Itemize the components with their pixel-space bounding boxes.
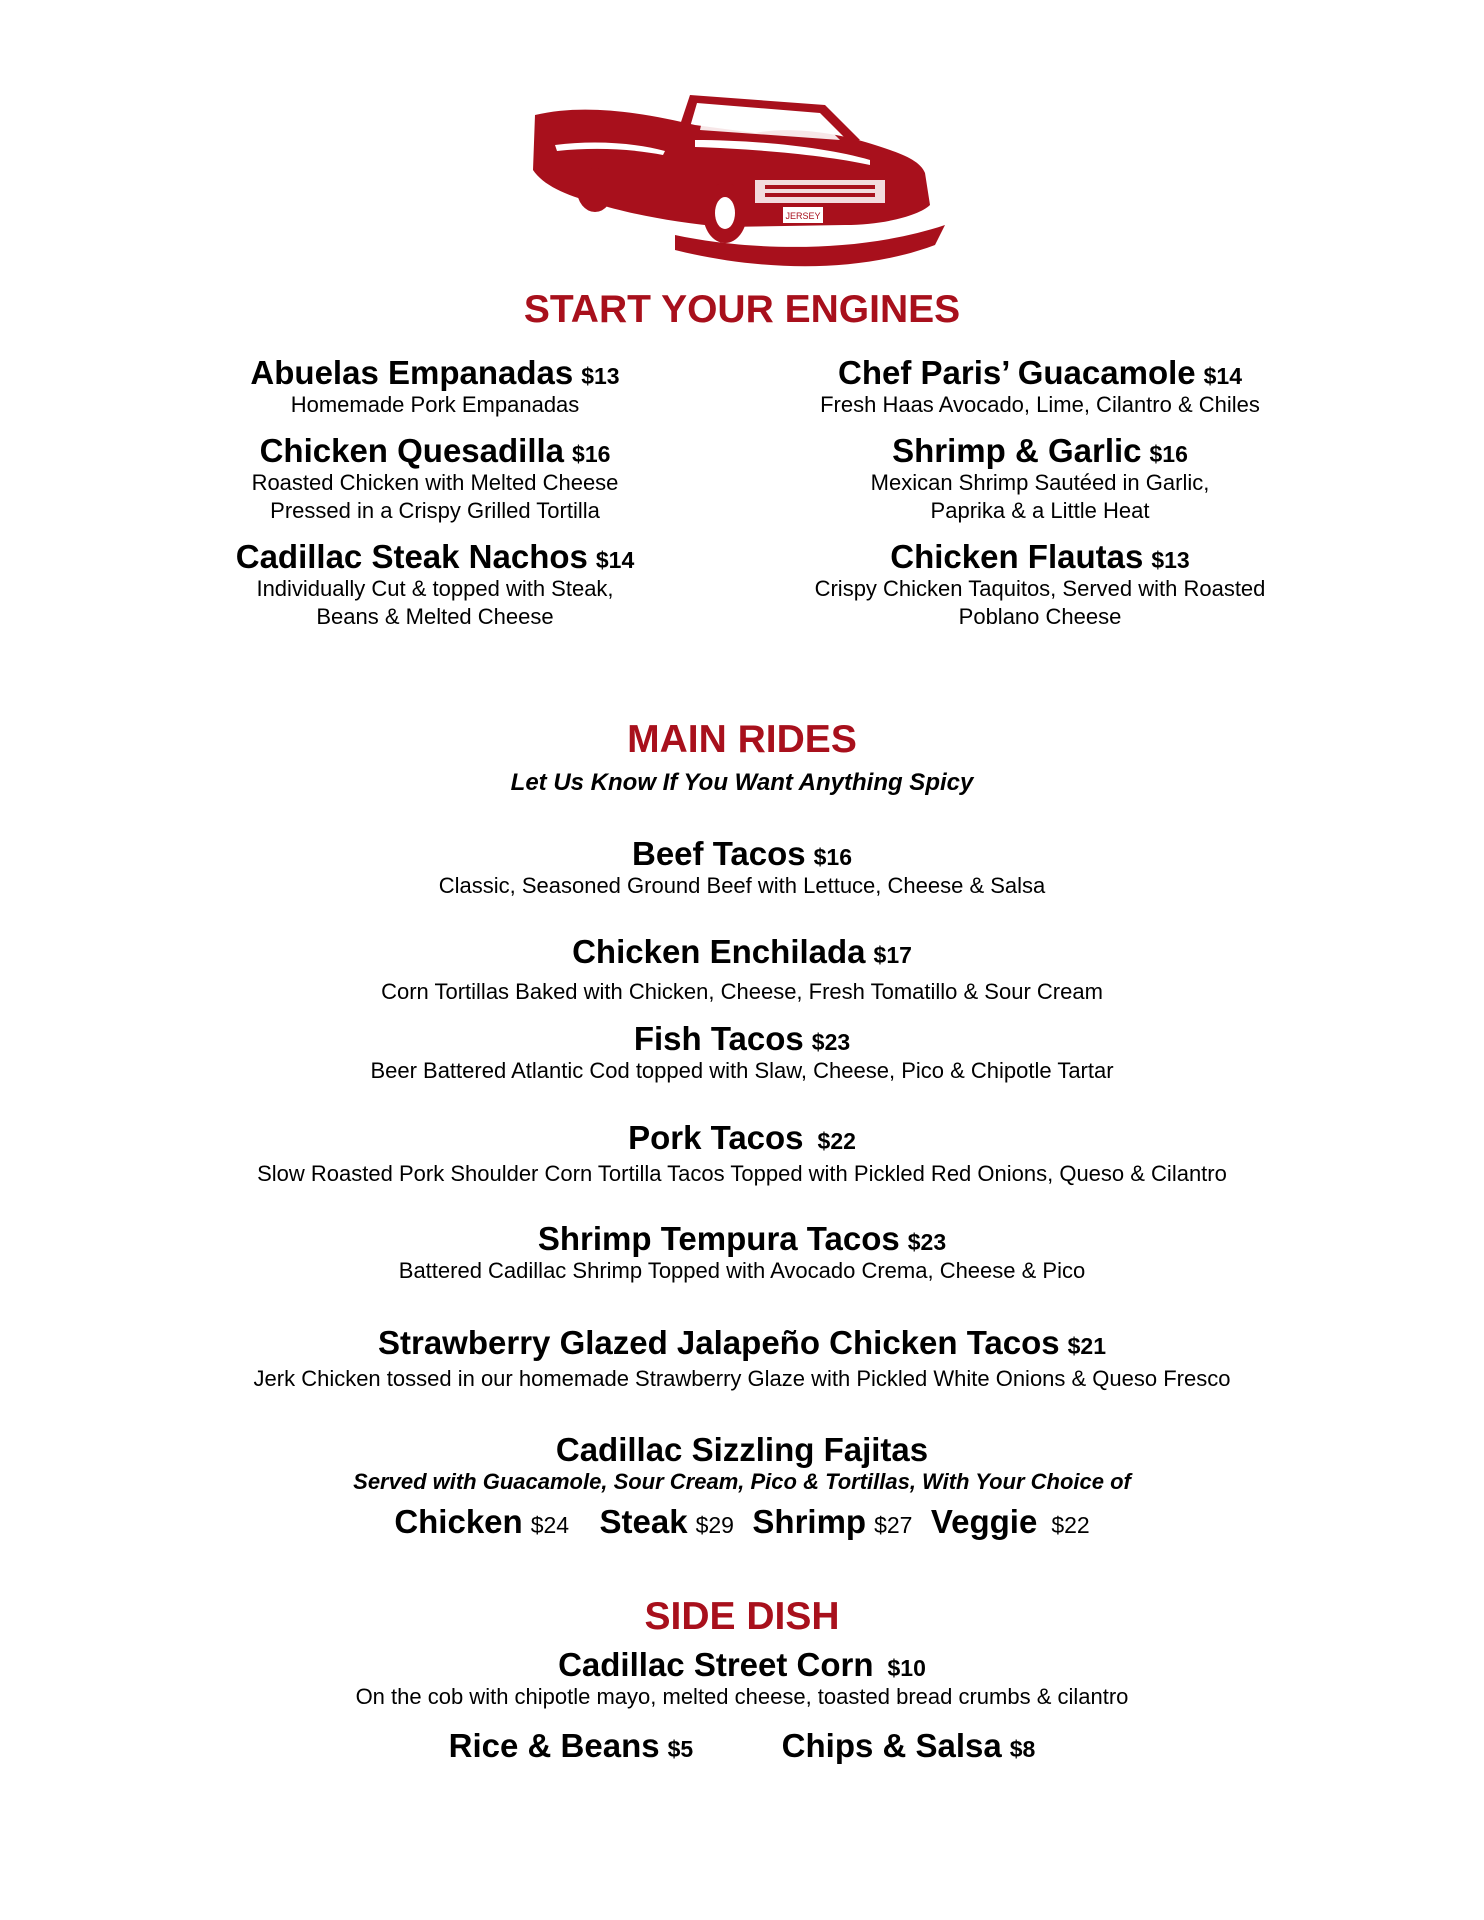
option-price: $27 [874, 1512, 913, 1538]
item-desc: Corn Tortillas Baked with Chicken, Cheese, Fresh Tomatillo & Sour Cream [381, 979, 1103, 1004]
option-name: Chicken [394, 1503, 523, 1540]
item-name: Cadillac Sizzling Fajitas [555, 1431, 929, 1468]
item-desc: Classic, Seasoned Ground Beef with Lettuce, Cheese & Salsa [438, 873, 1046, 898]
menu-item [0, 934, 1484, 1006]
item-name: Beef Tacos [632, 835, 806, 872]
option-name: Shrimp [752, 1503, 867, 1540]
item-desc: Mexican Shrimp Sautéed in Garlic, [870, 470, 1210, 495]
item-price: $10 [887, 1655, 926, 1681]
item-desc: Battered Cadillac Shrimp Topped with Avocado Crema, Cheese & Pico [398, 1258, 1086, 1283]
item-price: $21 [1067, 1333, 1106, 1359]
section-title-starters: START YOUR ENGINES [523, 288, 961, 331]
item-desc: Homemade Pork Empanadas [290, 392, 580, 417]
menu-item [0, 1120, 1484, 1188]
item-price: $13 [581, 363, 620, 389]
item-name: Chips & Salsa [781, 1727, 1002, 1764]
item-name: Pork Tacos [628, 1119, 804, 1156]
plate-text: JERSEY [785, 211, 821, 221]
item-price: $14 [1203, 363, 1243, 389]
item-name: Chef Paris’ Guacamole [837, 354, 1196, 391]
item-name: Shrimp & Garlic [892, 432, 1142, 469]
menu-item [770, 433, 1310, 525]
section-title-sides: SIDE DISH [644, 1595, 840, 1638]
menu-item [200, 433, 670, 525]
item-price: $8 [1009, 1736, 1036, 1762]
item-name: Fish Tacos [633, 1020, 804, 1057]
item-desc: Poblano Cheese [958, 604, 1122, 629]
option-name: Steak [599, 1503, 688, 1540]
item-name: Cadillac Street Corn [558, 1646, 874, 1683]
item-desc: Beer Battered Atlantic Cod topped with Slaw, Cheese, Pico & Chipotle Tartar [370, 1058, 1114, 1083]
menu-item [0, 836, 1484, 900]
item-desc: Individually Cut & topped with Steak, [256, 576, 614, 601]
option-price: $29 [695, 1512, 734, 1538]
item-price: $17 [873, 942, 912, 968]
option-price: $24 [530, 1512, 570, 1538]
section-title-mains: MAIN RIDES [627, 718, 857, 761]
item-price: $5 [667, 1736, 694, 1762]
menu-item [200, 355, 670, 419]
item-desc: Paprika & a Little Heat [930, 498, 1150, 523]
item-desc: Roasted Chicken with Melted Cheese [251, 470, 619, 495]
item-desc: Fresh Haas Avocado, Lime, Cilantro & Chiles [820, 392, 1260, 417]
item-desc: Crispy Chicken Taquitos, Served with Roasted [814, 576, 1266, 601]
item-price: $16 [813, 844, 852, 870]
item-name: Cadillac Steak Nachos [235, 538, 588, 575]
menu-item [770, 539, 1310, 631]
item-name: Strawberry Glazed Jalapeño Chicken Tacos [377, 1324, 1060, 1361]
item-price: $13 [1151, 547, 1190, 573]
item-desc: Beans & Melted Cheese [316, 604, 554, 629]
item-price: $23 [811, 1029, 851, 1055]
convertible-car-icon [525, 85, 945, 273]
fajitas-subtitle: Served with Guacamole, Sour Cream, Pico & Tortillas, With Your Choice of [353, 1469, 1131, 1494]
item-price: $14 [595, 547, 635, 573]
item-price: $16 [1149, 441, 1188, 467]
item-name: Abuelas Empanadas [250, 354, 574, 391]
menu-item [0, 1647, 1484, 1711]
menu-item [0, 1325, 1484, 1393]
option-price: $22 [1051, 1512, 1090, 1538]
item-name: Chicken Flautas [890, 538, 1144, 575]
item-name: Rice & Beans [448, 1727, 660, 1764]
menu-item [770, 355, 1310, 419]
menu-item [0, 1221, 1484, 1285]
menu-item [200, 539, 670, 631]
item-price: $22 [817, 1128, 856, 1154]
item-desc: On the cob with chipotle mayo, melted cheese, toasted bread crumbs & cilantro [355, 1684, 1129, 1709]
item-name: Chicken Enchilada [572, 933, 866, 970]
starters-right-column [770, 355, 1310, 631]
fajitas-options [0, 1504, 1484, 1540]
item-desc: Slow Roasted Pork Shoulder Corn Tortilla Tacos Topped with Pickled Red Onions, Queso & Cilantro [257, 1161, 1227, 1186]
fajitas-block [0, 1432, 1484, 1540]
menu-item [0, 1021, 1484, 1085]
item-price: $16 [572, 441, 611, 467]
item-price: $23 [907, 1229, 947, 1255]
starters-left-column [200, 355, 670, 631]
item-name: Shrimp Tempura Tacos [537, 1220, 900, 1257]
item-desc: Jerk Chicken tossed in our homemade Strawberry Glaze with Pickled White Onions & Queso Fresco [253, 1366, 1231, 1391]
mains-subtitle: Let Us Know If You Want Anything Spicy [510, 769, 974, 796]
side-extras [0, 1728, 1484, 1764]
option-name: Veggie [930, 1503, 1038, 1540]
item-name: Chicken Quesadilla [259, 432, 565, 469]
item-desc: Pressed in a Crispy Grilled Tortilla [270, 498, 600, 523]
